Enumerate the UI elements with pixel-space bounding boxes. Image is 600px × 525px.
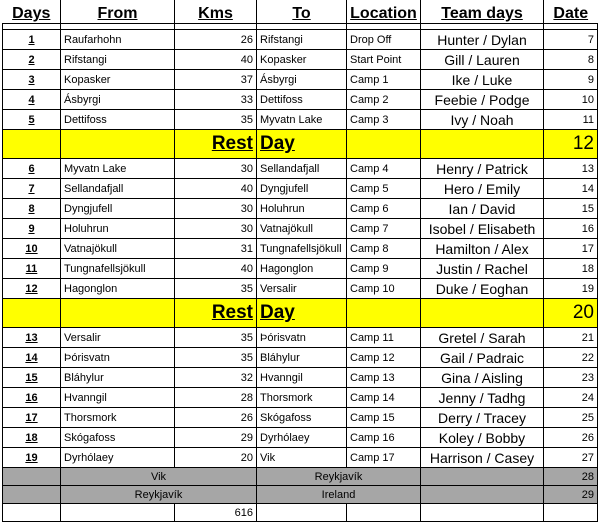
from-cell: Hagonglon <box>61 279 175 299</box>
team-cell: Gretel / Sarah <box>421 328 544 348</box>
day-label: Day <box>257 130 347 159</box>
location-cell: Camp 11 <box>347 328 421 348</box>
travel-to: Ireland <box>257 486 421 504</box>
team-cell: Ivy / Noah <box>421 110 544 130</box>
rest-date: 12 <box>544 130 598 159</box>
total-row <box>3 504 598 522</box>
day-number: 9 <box>3 219 61 239</box>
from-cell: Rifstangi <box>61 50 175 70</box>
kms-cell: 37 <box>175 70 257 90</box>
location-cell: Camp 10 <box>347 279 421 299</box>
team-cell: Gail / Padraic <box>421 348 544 368</box>
kms-cell: 40 <box>175 259 257 279</box>
travel-to: Reykjavík <box>257 468 421 486</box>
table-row <box>3 199 598 219</box>
header-to: To <box>257 0 347 24</box>
to-cell: Myvatn Lake <box>257 110 347 130</box>
day-number: 18 <box>3 428 61 448</box>
date-cell: 21 <box>544 328 598 348</box>
date-cell: 14 <box>544 179 598 199</box>
day-number: 4 <box>3 90 61 110</box>
header-location: Location <box>347 0 421 24</box>
team-cell: Ike / Luke <box>421 70 544 90</box>
travel-date: 28 <box>544 468 598 486</box>
location-cell: Camp 7 <box>347 219 421 239</box>
location-cell: Camp 5 <box>347 179 421 199</box>
team-cell: Hunter / Dylan <box>421 30 544 50</box>
location-cell: Camp 3 <box>347 110 421 130</box>
team-cell: Duke / Eoghan <box>421 279 544 299</box>
travel-from: Reykjavík <box>61 486 257 504</box>
day-label: Day <box>257 299 347 328</box>
date-cell: 10 <box>544 90 598 110</box>
team-cell: Hero / Emily <box>421 179 544 199</box>
date-cell: 22 <box>544 348 598 368</box>
table-row <box>3 328 598 348</box>
kms-cell: 35 <box>175 279 257 299</box>
travel-from: Vik <box>61 468 257 486</box>
team-cell: Derry / Tracey <box>421 408 544 428</box>
from-cell: Þórisvatn <box>61 348 175 368</box>
from-cell: Vatnajökull <box>61 239 175 259</box>
kms-cell: 35 <box>175 348 257 368</box>
to-cell: Þórisvatn <box>257 328 347 348</box>
date-cell: 13 <box>544 159 598 179</box>
table-row <box>3 259 598 279</box>
date-cell: 19 <box>544 279 598 299</box>
to-cell: Bláhylur <box>257 348 347 368</box>
header-from: From <box>61 0 175 24</box>
day-number: 14 <box>3 348 61 368</box>
travel-row <box>3 468 598 486</box>
table-row <box>3 90 598 110</box>
location-cell: Drop Off <box>347 30 421 50</box>
location-cell: Camp 1 <box>347 70 421 90</box>
kms-cell: 26 <box>175 408 257 428</box>
location-cell: Camp 13 <box>347 368 421 388</box>
day-number: 17 <box>3 408 61 428</box>
kms-cell: 33 <box>175 90 257 110</box>
date-cell: 16 <box>544 219 598 239</box>
to-cell: Vik <box>257 448 347 468</box>
to-cell: Thorsmork <box>257 388 347 408</box>
to-cell: Sellandafjall <box>257 159 347 179</box>
to-cell: Rifstangi <box>257 30 347 50</box>
date-cell: 15 <box>544 199 598 219</box>
to-cell: Dyrhólaey <box>257 428 347 448</box>
location-cell: Camp 8 <box>347 239 421 259</box>
date-cell: 27 <box>544 448 598 468</box>
location-cell: Camp 16 <box>347 428 421 448</box>
table-row <box>3 219 598 239</box>
from-cell: Ásbyrgi <box>61 90 175 110</box>
team-cell: Henry / Patrick <box>421 159 544 179</box>
location-cell: Camp 4 <box>347 159 421 179</box>
team-cell: Harrison / Casey <box>421 448 544 468</box>
date-cell: 23 <box>544 368 598 388</box>
table-row <box>3 50 598 70</box>
from-cell: Thorsmork <box>61 408 175 428</box>
day-number: 11 <box>3 259 61 279</box>
kms-cell: 31 <box>175 239 257 259</box>
table-row <box>3 348 598 368</box>
team-cell: Ian / David <box>421 199 544 219</box>
rest-label: Rest <box>175 299 257 328</box>
day-number: 3 <box>3 70 61 90</box>
kms-cell: 40 <box>175 50 257 70</box>
to-cell: Versalir <box>257 279 347 299</box>
table-row <box>3 110 598 130</box>
team-cell: Justin / Rachel <box>421 259 544 279</box>
day-number: 5 <box>3 110 61 130</box>
day-number: 16 <box>3 388 61 408</box>
header-team-days: Team days <box>421 0 544 24</box>
table-row <box>3 279 598 299</box>
to-cell: Vatnajökull <box>257 219 347 239</box>
from-cell: Raufarhohn <box>61 30 175 50</box>
from-cell: Myvatn Lake <box>61 159 175 179</box>
travel-row <box>3 486 598 504</box>
from-cell: Skógafoss <box>61 428 175 448</box>
table-row <box>3 30 598 50</box>
team-cell: Gill / Lauren <box>421 50 544 70</box>
rest-day-row <box>3 299 598 328</box>
kms-cell: 32 <box>175 368 257 388</box>
day-number: 8 <box>3 199 61 219</box>
location-cell: Camp 12 <box>347 348 421 368</box>
date-cell: 7 <box>544 30 598 50</box>
from-cell: Hvanngil <box>61 388 175 408</box>
table-row <box>3 70 598 90</box>
day-number: 10 <box>3 239 61 259</box>
from-cell: Sellandafjall <box>61 179 175 199</box>
from-cell: Dyrhólaey <box>61 448 175 468</box>
table-row <box>3 388 598 408</box>
to-cell: Holuhrun <box>257 199 347 219</box>
location-cell: Camp 14 <box>347 388 421 408</box>
to-cell: Kopasker <box>257 50 347 70</box>
itinerary-table <box>2 0 598 522</box>
location-cell: Camp 2 <box>347 90 421 110</box>
team-cell: Hamilton / Alex <box>421 239 544 259</box>
to-cell: Dettifoss <box>257 90 347 110</box>
day-number: 12 <box>3 279 61 299</box>
from-cell: Bláhylur <box>61 368 175 388</box>
table-row <box>3 179 598 199</box>
travel-date: 29 <box>544 486 598 504</box>
team-cell: Gina / Aisling <box>421 368 544 388</box>
day-number: 1 <box>3 30 61 50</box>
to-cell: Hvanngil <box>257 368 347 388</box>
team-cell: Jenny / Tadhg <box>421 388 544 408</box>
team-cell: Isobel / Elisabeth <box>421 219 544 239</box>
rest-day-row <box>3 130 598 159</box>
table-row <box>3 448 598 468</box>
to-cell: Ásbyrgi <box>257 70 347 90</box>
location-cell: Start Point <box>347 50 421 70</box>
team-cell: Koley / Bobby <box>421 428 544 448</box>
table-row <box>3 368 598 388</box>
location-cell: Camp 9 <box>347 259 421 279</box>
from-cell: Kopasker <box>61 70 175 90</box>
table-row <box>3 239 598 259</box>
kms-cell: 30 <box>175 199 257 219</box>
kms-cell: 26 <box>175 30 257 50</box>
date-cell: 9 <box>544 70 598 90</box>
kms-cell: 35 <box>175 110 257 130</box>
to-cell: Skógafoss <box>257 408 347 428</box>
kms-cell: 40 <box>175 179 257 199</box>
kms-cell: 30 <box>175 219 257 239</box>
total-kms: 616 <box>175 504 257 522</box>
table-row <box>3 428 598 448</box>
date-cell: 17 <box>544 239 598 259</box>
header-days: Days <box>12 5 51 22</box>
from-cell: Versalir <box>61 328 175 348</box>
header-row <box>3 0 598 24</box>
date-cell: 18 <box>544 259 598 279</box>
location-cell: Camp 15 <box>347 408 421 428</box>
header-date: Date <box>544 0 598 24</box>
table-row <box>3 408 598 428</box>
rest-label: Rest <box>175 130 257 159</box>
kms-cell: 35 <box>175 328 257 348</box>
table-row <box>3 159 598 179</box>
location-cell: Camp 6 <box>347 199 421 219</box>
date-cell: 11 <box>544 110 598 130</box>
kms-cell: 28 <box>175 388 257 408</box>
team-cell: Feebie / Podge <box>421 90 544 110</box>
from-cell: Dettifoss <box>61 110 175 130</box>
date-cell: 24 <box>544 388 598 408</box>
to-cell: Dyngjufell <box>257 179 347 199</box>
day-number: 6 <box>3 159 61 179</box>
from-cell: Tungnafellsjökull <box>61 259 175 279</box>
location-cell: Camp 17 <box>347 448 421 468</box>
date-cell: 8 <box>544 50 598 70</box>
day-number: 13 <box>3 328 61 348</box>
header-kms: Kms <box>175 0 257 24</box>
kms-cell: 29 <box>175 428 257 448</box>
rest-date: 20 <box>544 299 598 328</box>
kms-cell: 30 <box>175 159 257 179</box>
day-number: 2 <box>3 50 61 70</box>
day-number: 19 <box>3 448 61 468</box>
kms-cell: 20 <box>175 448 257 468</box>
to-cell: Tungnafellsjökull <box>257 239 347 259</box>
date-cell: 25 <box>544 408 598 428</box>
from-cell: Dyngjufell <box>61 199 175 219</box>
date-cell: 26 <box>544 428 598 448</box>
day-number: 7 <box>3 179 61 199</box>
day-number: 15 <box>3 368 61 388</box>
from-cell: Holuhrun <box>61 219 175 239</box>
to-cell: Hagonglon <box>257 259 347 279</box>
